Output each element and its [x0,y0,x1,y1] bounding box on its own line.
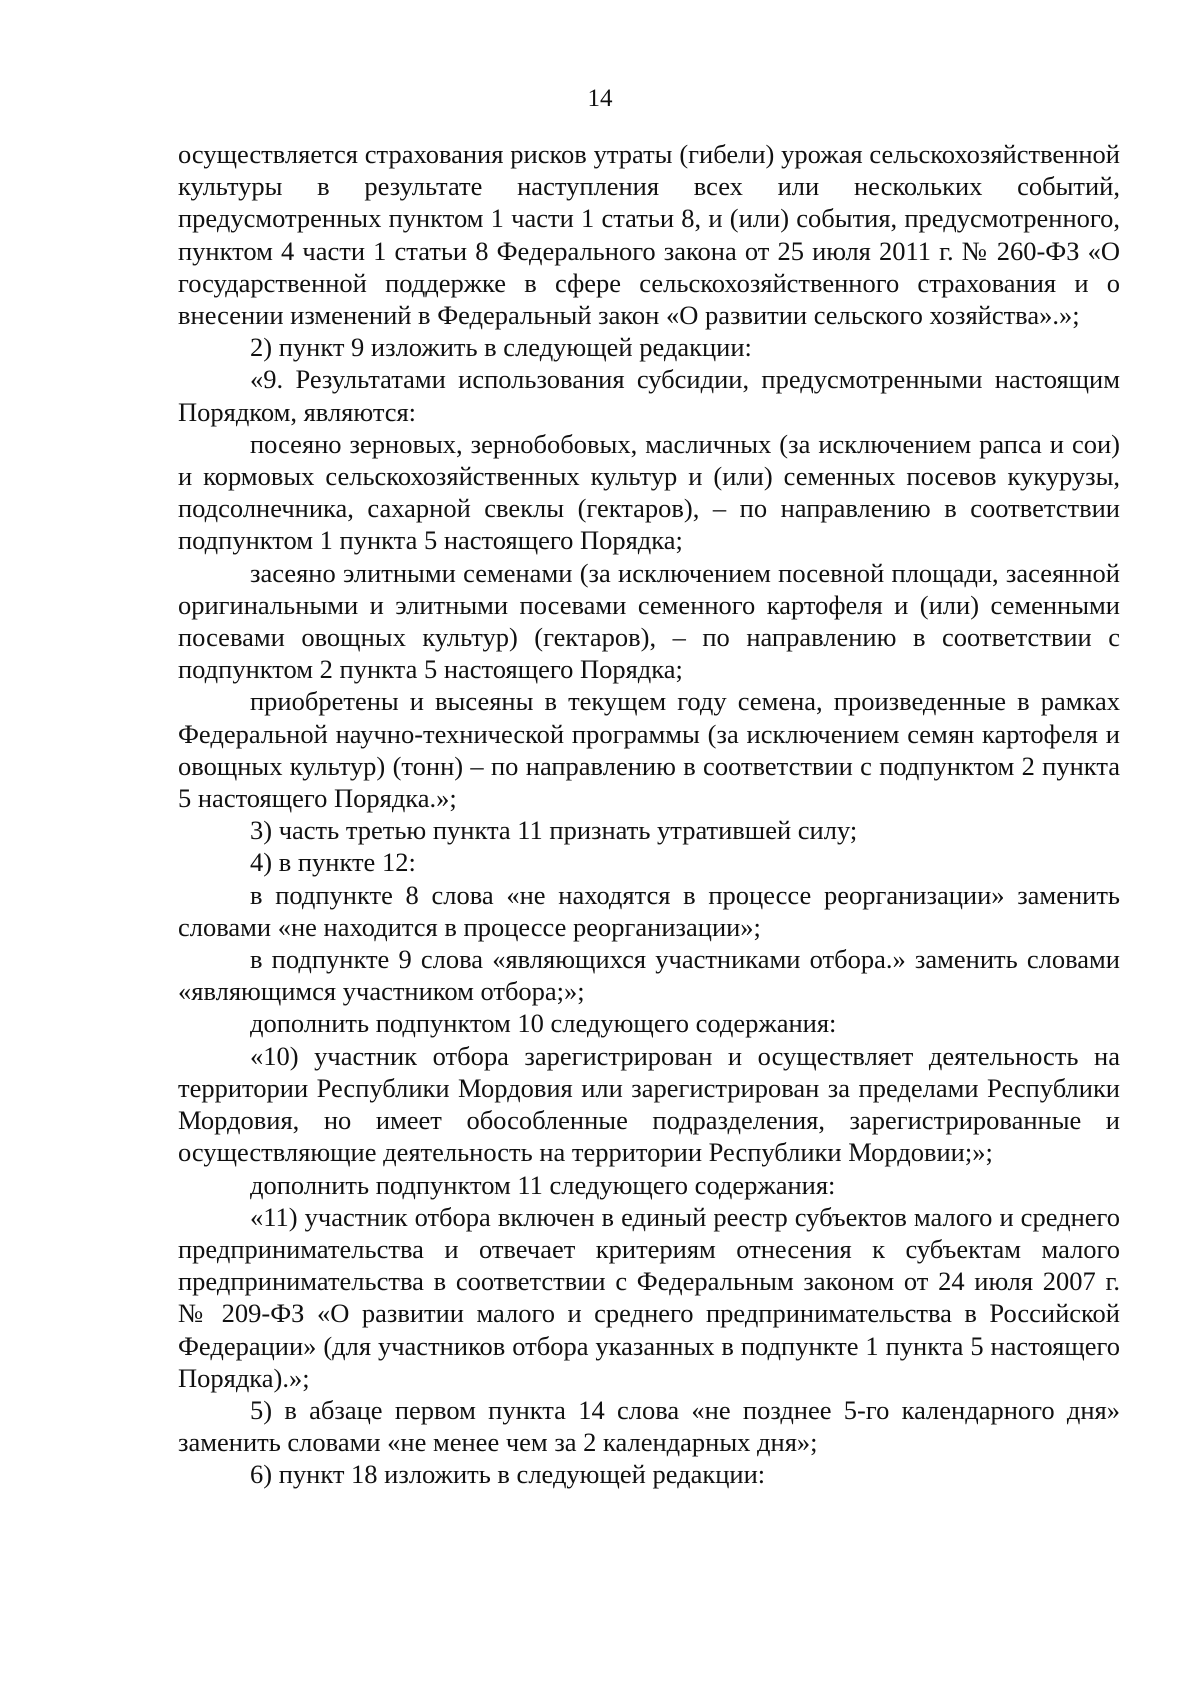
paragraph-subpoint-11-text: «11) участник отбора включен в единый реестр субъектов малого и среднего предпринимательства и отвечает критериям отнесения к субъектам малого предпринимательства в соответствии с Федеральным законом от 24 июля 2007 г. № 209-ФЗ «О развитии малого и среднего предпринимательства в Российской Федерации» (для участников отбора указанных в подпункте 1 пункта 5 настоящего Порядка).»; [178,1201,1120,1393]
paragraph-item-4: 4) в пункте 12: [250,847,416,878]
paragraph-item-2: 2) пункт 9 изложить в следующей редакции: [250,332,752,363]
paragraph-add-subpoint-11: дополнить подпунктом 11 следующего содержания: [250,1169,836,1200]
paragraph-result-elite-seeds: засеяно элитными семенами (за исключением посевной площади, засеянной оригинальными и элитными посевами семенного картофеля и (или) семенными посевами овощных культур) (гектаров), – по направлению в соответствии с подпунктом 2 пункта 5 настоящего Порядка; [178,557,1120,685]
page-number: 14 [587,85,613,112]
document-body [178,138,1120,1491]
paragraph-result-seeds-acquired: приобретены и высеяны в текущем году семена, произведенные в рамках Федеральной научно-технической программы (за исключением семян картофеля и овощных культур) (тонн) – по направлению в соответствии с подпунктом 2 пункта 5 настоящего Порядка.»; [178,686,1120,814]
paragraph-subpoint-10-text: «10) участник отбора зарегистрирован и осуществляет деятельность на территории Республики Мордовия или зарегистрирован за пределами Республики Мордовия, но имеет обособленные подразделения, зарегистрированные и осуществляющие деятельность на территории Республики Мордовии;»; [178,1040,1120,1168]
paragraph-subpoint-8: в подпункте 8 слова «не находятся в процессе реорганизации» заменить словами «не находится в процессе реорганизации»; [178,879,1120,942]
paragraph-add-subpoint-10: дополнить подпунктом 10 следующего содержания: [250,1008,837,1039]
paragraph-result-sown: посеяно зерновых, зернобобовых, масличных (за исключением рапса и сои) и кормовых сельскохозяйственных культур и (или) семенных посевов кукурузы, подсолнечника, сахарной свеклы (гектаров), – по направлению в соответствии подпунктом 1 пункта 5 настоящего Порядка; [178,428,1120,556]
paragraph-continuation: осуществляется страхования рисков утраты (гибели) урожая сельскохозяйственной культуры в результате наступления всех или нескольких событий, предусмотренных пунктом 1 части 1 статьи 8, и (или) события, предусмотренного, пунктом 4 части 1 статьи 8 Федерального закона от 25 июля 2011 г. № 260-ФЗ «О государственной поддержке в сфере сельскохозяйственного страхования и о внесении изменений в Федеральный закон «О развитии сельского хозяйства».»; [178,139,1120,331]
paragraph-item-5: 5) в абзаце первом пункта 14 слова «не позднее 5-го календарного дня» заменить словами «не менее чем за 2 календарных дня»; [178,1394,1120,1458]
paragraph-subpoint-9: в подпункте 9 слова «являющихся участниками отбора.» заменить словами «являющимся участником отбора;»; [178,944,1120,1007]
paragraph-point-9: «9. Результатами использования субсидии, предусмотренными настоящим Порядком, являются: [178,364,1120,427]
paragraph-item-3: 3) часть третью пункта 11 признать утратившей силу; [250,815,858,846]
paragraph-item-6: 6) пункт 18 изложить в следующей редакции: [250,1459,766,1490]
